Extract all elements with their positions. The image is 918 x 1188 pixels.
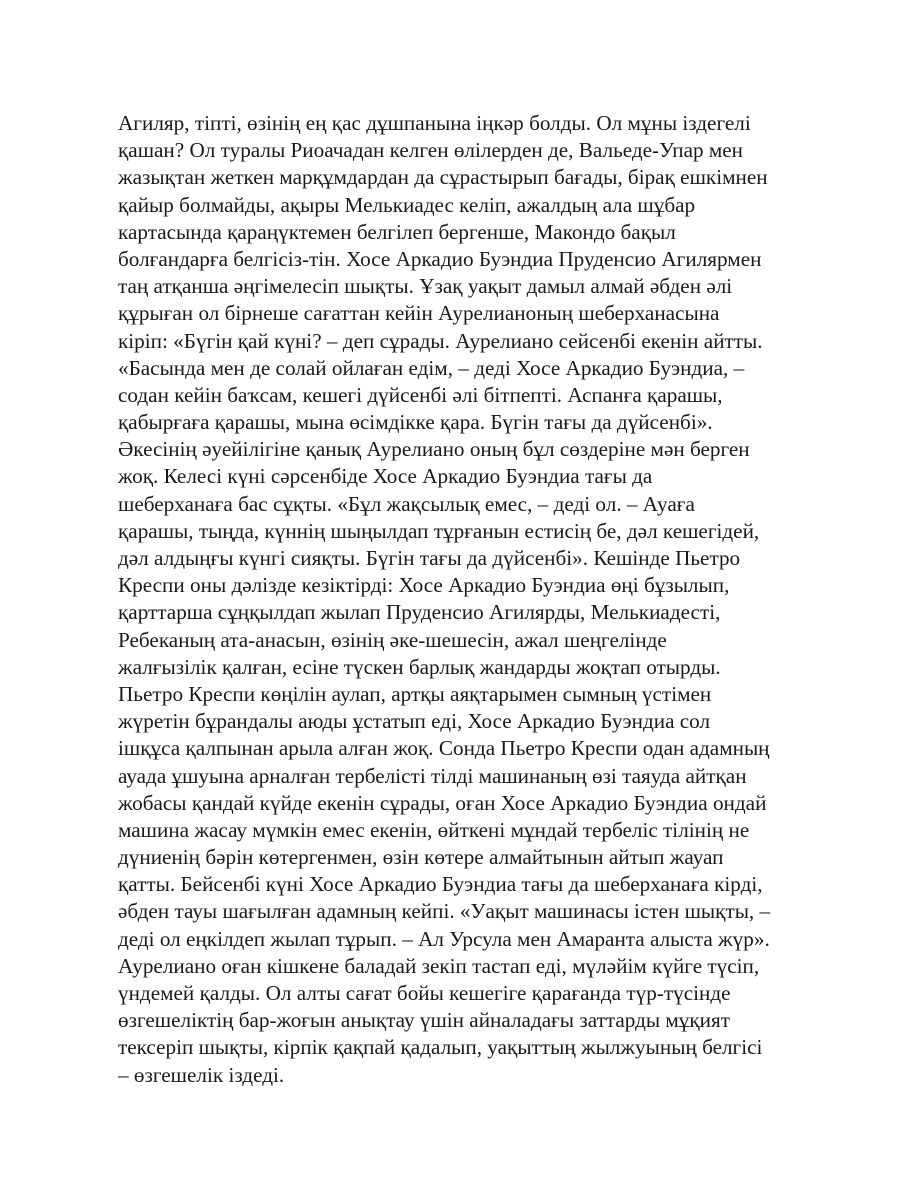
text-line: әбден тауы шағылған адамның кейпі. «Уақыт машинасы істен шықты, – xyxy=(118,899,771,924)
text-line: қарашы, тыңда, күннің шыңылдап тұрғанын естисің бе, дәл кешегідей, xyxy=(118,518,760,543)
text-line: жалғызілік қалған, есіне түскен барлық жандарды жоқтап отырды. xyxy=(118,654,721,679)
text-line: дүниенің бәрін көтергенмен, өзін көтере алмайтынын айтып жауап xyxy=(118,845,724,870)
text-line: үндемей қалды. Ол алты сағат бойы кешегіге қарағанда түр-түсінде xyxy=(118,981,731,1005)
text-line: өзгешеліктің бар-жоғын анықтау үшін айналадағы заттарды мұқият xyxy=(118,1008,731,1033)
text-line: қабырғаға қарашы, мына өсімдікке қара. Бүгін тағы да дүйсенбі». xyxy=(118,410,713,435)
text-line: картасында қараңүктемен белгілеп бергенше, Макондо бақыл xyxy=(118,219,676,244)
text-line: Агиляр, тіпті, өзінің ең қас дұшпанына іңкәр болды. Ол мұны іздегелі xyxy=(118,111,751,135)
text-line: жазықтан жеткен марқұмдардан да сұрастырып бағады, бірақ ешкімнен xyxy=(118,165,768,190)
text-line: «Басында мен де солай ойлаған едім, – деді Хосе Аркадио Буэндиа, – xyxy=(118,355,745,380)
text-line: дәл алдыңғы күнгі сияқты. Бүгін тағы да дүйсенбі». Кешінде Пьетро xyxy=(118,546,741,570)
text-line: Креспи оны дәлізде кезіктірді: Хосе Аркадио Буэндиа өңі бұзылып, xyxy=(118,573,730,598)
text-line: ауада ұшуына арналған тербелісті тілді машинаның өзі таяуда айтқан xyxy=(118,763,747,788)
text-line: Әкесінің әуейілігіне қанық Аурелиано оның бұл сөздеріне мән берген xyxy=(118,437,750,462)
text-line: Пьетро Креспи көңілін аулап, артқы аяқтарымен сымның үстімен xyxy=(118,681,712,706)
text-line: жобасы қандай күйде екенін сұрады, оған Хосе Аркадио Буэндиа ондай xyxy=(118,790,767,815)
text-line: – өзгешелік іздеді. xyxy=(118,1062,285,1087)
text-line: қайыр болмайды, ақыры Мелькиадес келіп, ажалдың ала шұбар xyxy=(118,192,696,217)
text-line: шеберханаға бас сұқты. «Бұл жақсылық емес, – деді ол. – Ауаға xyxy=(118,491,695,516)
text-line: қарттарша сұңқылдап жылап Пруденсио Агилярды, Мелькиадесті, xyxy=(118,600,721,625)
text-line: жүретін бұрандалы аюды ұстатып еді, Хосе Аркадио Буэндиа сол xyxy=(118,709,711,734)
text-line: жоқ. Келесі күні сәрсенбіде Хосе Аркадио Буэндиа тағы да xyxy=(118,464,653,489)
text-line: деді ол еңкілдеп жылап тұрып. – Ал Урсула мен Амаранта алыста жүр». xyxy=(118,926,770,951)
body-text xyxy=(118,110,818,1089)
text-line: құрыған ол бірнеше сағаттан кейін Аурелианоның шеберханасына xyxy=(118,301,720,326)
text-line: тексеріп шықты, кірпік қақпай қадалып, уақыттың жылжуының белгісі xyxy=(118,1035,763,1060)
text-line: Аурелиано оған кішкене баладай зекіп тастап еді, мүләйім күйге түсіп, xyxy=(118,953,760,978)
text-line: қашан? Ол туралы Риоачадан келген өлілерден де, Вальеде-Упар мен xyxy=(118,138,744,163)
text-line: машина жасау мүмкін емес екенін, өйткені мұндай тербеліс тілінің не xyxy=(118,817,750,842)
text-line: болғандарға белгісіз-тін. Хосе Аркадио Буэндиа Пруденсио Агилярмен xyxy=(118,246,762,271)
text-line: қатты. Бейсенбі күні Хосе Аркадио Буэндиа тағы да шеберханаға кірді, xyxy=(118,872,763,897)
text-line: кіріп: «Бүгін қай күні? – деп сұрады. Аурелиано сейсенбі екенін айтты. xyxy=(118,328,763,353)
text-line: таң атқанша әңгімелесіп шықты. Ұзақ уақыт дамыл алмай әбден әлі xyxy=(118,274,733,299)
text-line: ішқұса қалпынан арыла алған жоқ. Сонда Пьетро Креспи одан адамның xyxy=(118,736,770,761)
text-line: содан кейін баҡсам, кешегі дүйсенбі әлі бітпепті. Аспанға қарашы, xyxy=(118,382,723,407)
text-line: Ребеканың ата-анасын, өзінің әке-шешесін, ажал шеңгелінде xyxy=(118,627,667,652)
